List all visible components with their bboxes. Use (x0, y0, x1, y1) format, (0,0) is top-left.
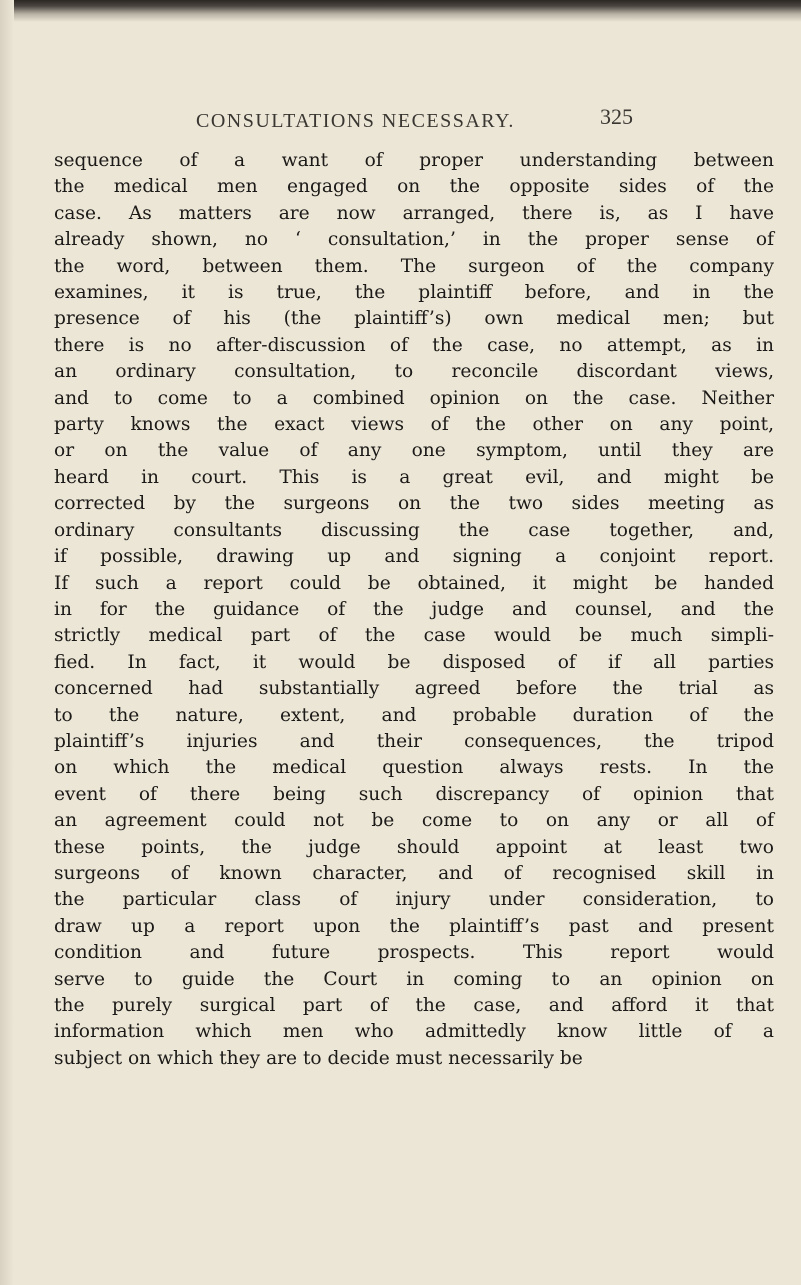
text-line: strictly medical part of the case would be much simpli- (54, 625, 774, 647)
page-number: 325 (600, 104, 633, 129)
text-line: sequence of a want of proper understanding between (54, 150, 774, 171)
text-line: condition and future prospects. This report would (54, 942, 774, 964)
text-line: draw up a report upon the plaintiff’s past and present (54, 915, 774, 937)
text-line: on which the medical question always rests. In the (54, 757, 774, 779)
text-line: the word, between them. The surgeon of the company (54, 255, 774, 277)
text-line: already shown, no ‘ consultation,’ in the proper sense of (54, 229, 774, 251)
body-paragraph (54, 148, 774, 1072)
text-line: concerned had substantially agreed before the trial as (54, 678, 774, 700)
text-line: these points, the judge should appoint at least two (54, 836, 774, 858)
text-line: the medical men engaged on the opposite sides of the (54, 176, 774, 198)
text-line: information which men who admittedly know little of a (54, 1021, 774, 1043)
text-line: If such a report could be obtained, it might be handed (54, 572, 774, 594)
text-line: examines, it is true, the plaintiff before, and in the (54, 282, 774, 304)
text-line: serve to guide the Court in coming to an opinion on (54, 968, 774, 990)
text-line: and to come to a combined opinion on the case. Neither (54, 387, 774, 409)
text-line: plaintiff’s injuries and their consequences, the tripod (54, 730, 774, 752)
text-line: heard in court. This is a great evil, and might be (54, 466, 774, 488)
text-line: fied. In fact, it would be disposed of if all parties (54, 651, 774, 673)
text-line: case. As matters are now arranged, there is, as I have (54, 202, 774, 224)
text-line: surgeons of known character, and of recognised skill in (54, 862, 774, 884)
text-line: subject on which they are to decide must necessarily be (54, 1047, 583, 1069)
text-line: an agreement could not be come to on any or all of (54, 810, 774, 832)
text-line: an ordinary consultation, to reconcile discordant views, (54, 361, 774, 383)
text-line: to the nature, extent, and probable duration of the (54, 704, 774, 726)
text-line: if possible, drawing up and signing a conjoint report. (54, 546, 774, 568)
text-line: corrected by the surgeons on the two sides meeting as (54, 493, 774, 515)
text-line: ordinary consultants discussing the case together, and, (54, 519, 774, 541)
text-line: or on the value of any one symptom, until they are (54, 440, 774, 462)
text-line: the particular class of injury under consideration, to (54, 889, 774, 911)
text-line: event of there being such discrepancy of opinion that (54, 783, 774, 805)
text-line: in for the guidance of the judge and counsel, and the (54, 598, 774, 620)
text-line: presence of his (the plaintiff’s) own medical men; but (54, 308, 774, 330)
text-line: there is no after-discussion of the case, no attempt, as in (54, 334, 774, 356)
text-line: the purely surgical part of the case, and afford it that (54, 995, 774, 1016)
text-line: party knows the exact views of the other on any point, (54, 414, 774, 436)
running-head: CONSULTATIONS NECESSARY. (196, 110, 515, 132)
